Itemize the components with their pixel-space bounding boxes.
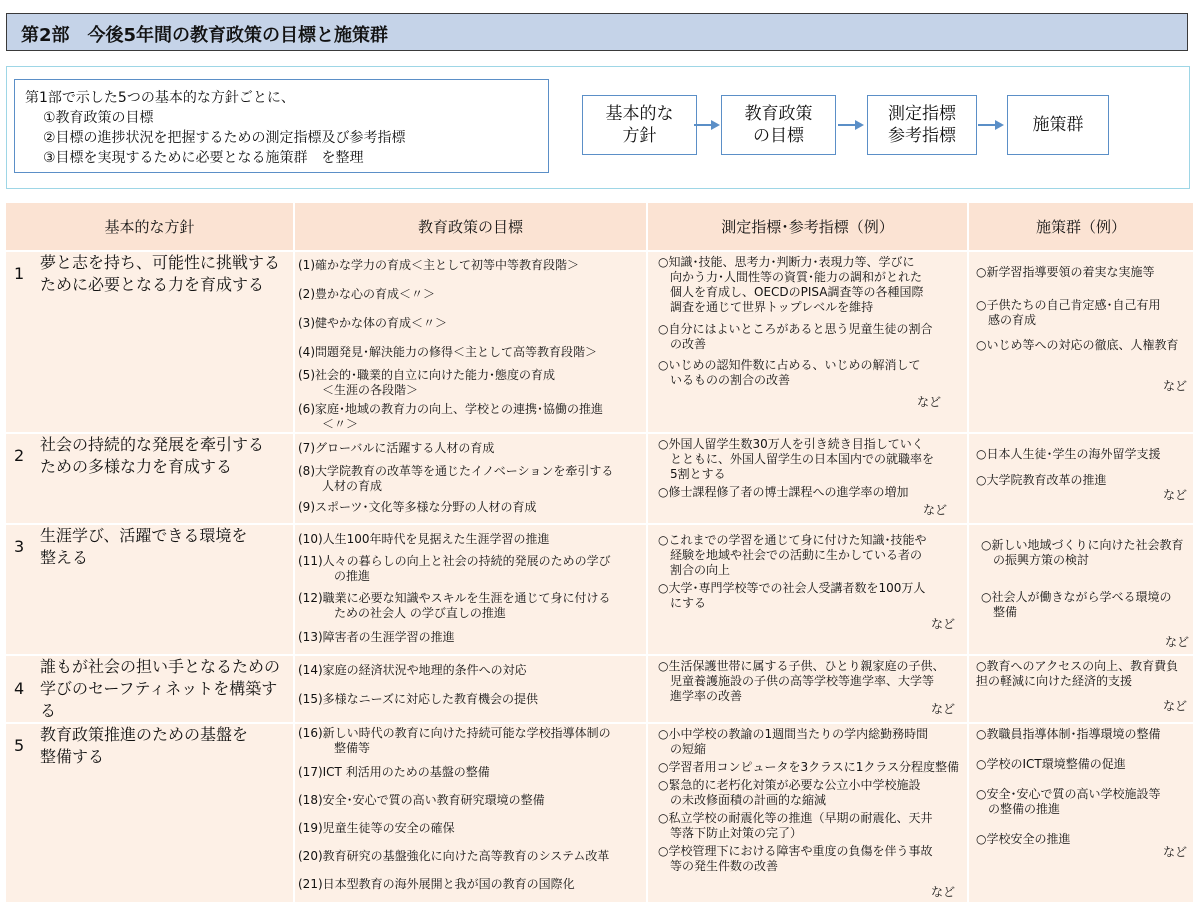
goal-item: (17)ICT 利活用のための基盤の整備 xyxy=(298,765,490,779)
policy-number: 1 xyxy=(14,264,25,283)
measure-item: ○大学院教育改革の推進 xyxy=(976,473,1107,487)
table-row xyxy=(6,252,1193,434)
goal-item: (2)豊かな心の育成＜〃＞ xyxy=(298,287,435,301)
intro-box xyxy=(14,79,549,173)
indicator-item: ○学習者用コンピュータを3クラスに1クラス分程度整備 xyxy=(658,760,960,774)
indicators-cell xyxy=(648,525,969,656)
goal-item: (7)グローバルに活躍する人材の育成 xyxy=(298,441,495,455)
table-row xyxy=(6,724,1193,904)
indicator-item: ○修士課程修了者の博士課程への進学率の増加 xyxy=(658,485,909,499)
policy-cell xyxy=(6,434,295,525)
measure-item: ○安全･安心で質の高い学校施設等 の整備の推進 xyxy=(976,787,1161,816)
table-row xyxy=(6,434,1193,525)
policy-table xyxy=(6,203,1193,904)
goals-cell xyxy=(295,434,648,525)
indicator-item: ○これまでの学習を通じて身に付けた知識･技能や 経験を地域や社会での活動に生かしている者の 割合の向上 xyxy=(658,533,927,577)
header-goals: 教育政策の目標 xyxy=(295,203,648,252)
measures-cell xyxy=(969,525,1193,656)
goal-item: (5)社会的･職業的自立に向けた能力･態度の育成 ＜生涯の各段階＞ xyxy=(298,368,555,397)
goal-item: (18)安全･安心で質の高い教育研究環境の整備 xyxy=(298,793,545,807)
indicator-item: ○外国人留学生数30万人を引き続き目指していく とともに、外国人留学生の日本国内での就職率を 5割とする xyxy=(658,437,935,481)
goal-item: (16)新しい時代の教育に向けた持続可能な学校指導体制の 整備等 xyxy=(298,726,611,755)
goal-item: (6)家庭･地域の教育力の向上、学校との連携･協働の推進 ＜〃＞ xyxy=(298,402,604,431)
table-row xyxy=(6,525,1193,656)
page-title-bar xyxy=(6,13,1188,51)
policy-text: 誰もが社会の担い手となるための 学びのセーフティネットを構築する xyxy=(40,657,281,720)
intro-item-indicators: ②目標の進捗状況を把握するための測定指標及び参考指標 xyxy=(43,130,406,146)
etc-label: など xyxy=(922,503,947,517)
measures-cell xyxy=(969,434,1193,525)
policy-cell xyxy=(6,724,295,904)
policy-cell xyxy=(6,656,295,724)
table-row xyxy=(6,656,1193,724)
measure-item: ○教育へのアクセスの向上、教育費負 担の軽減に向けた経済的支援 xyxy=(976,659,1179,688)
goal-item: (12)職業に必要な知識やスキルを生涯を通じて身に付ける ための社会人 の学び直しの推進 xyxy=(298,591,611,620)
measure-item: ○いじめ等への対応の徹底、人権教育 xyxy=(976,338,1179,352)
measures-cell xyxy=(969,656,1193,724)
indicator-item: ○私立学校の耐震化等の推進（早期の耐震化、天井 等落下防止対策の完了） xyxy=(658,811,933,840)
goal-item: (20)教育研究の基盤強化に向けた高等教育のシステム改革 xyxy=(298,849,610,863)
goal-item: (1)確かな学力の育成＜主として初等中等教育段階＞ xyxy=(298,258,580,272)
indicator-item: ○学校管理下における障害や重度の負傷を伴う事故 等の発生件数の改善 xyxy=(658,844,933,873)
header-policy: 基本的な方針 xyxy=(6,203,295,252)
goal-item: (19)児童生徒等の安全の確保 xyxy=(298,821,455,835)
header-measures: 施策群（例） xyxy=(969,203,1193,252)
flow-step-measures: 施策群 xyxy=(1007,95,1109,155)
measure-item: ○新しい地域づくりに向けた社会教育 の振興方策の検討 xyxy=(981,538,1184,567)
flow-arrow-icon xyxy=(838,118,864,132)
indicators-cell xyxy=(648,434,969,525)
policy-text: 社会の持続的な発展を牽引する ための多様な力を育成する xyxy=(40,435,265,476)
indicator-item: ○知識･技能、思考力･判断力･表現力等、学びに 向かう力･人間性等の資質･能力の調和がとれた 個人を育成し、OECDのPISA調査等の各種国際 調査を通じて世界トップレベルを維持 xyxy=(658,255,924,314)
flow-arrow-icon xyxy=(978,118,1004,132)
indicator-item: ○生活保護世帯に属する子供、ひとり親家庭の子供、 児童養護施設の子供の高等学校等進学率、大学等 進学率の改善 xyxy=(658,659,945,703)
flow-step-indicators: 測定指標 参考指標 xyxy=(867,95,977,155)
measures-cell xyxy=(969,724,1193,904)
intro-item-measures: ③目標を実現するために必要となる施策群 を整理 xyxy=(43,150,364,166)
goals-cell xyxy=(295,525,648,656)
measures-cell xyxy=(969,252,1193,434)
goal-item: (4)問題発見･解決能力の修得＜主として高等教育段階＞ xyxy=(298,345,598,359)
indicator-item: ○小中学校の教諭の1週間当たりの学内総勤務時間 の短縮 xyxy=(658,727,929,756)
goal-item: (21)日本型教育の海外展開と我が国の教育の国際化 xyxy=(298,877,575,891)
flow-step-policy: 基本的な 方針 xyxy=(582,95,697,155)
goal-item: (15)多様なニーズに対応した教育機会の提供 xyxy=(298,692,539,706)
etc-label: など xyxy=(916,395,941,409)
intro-item-goals: ①教育政策の目標 xyxy=(43,110,154,126)
header-indicators: 測定指標･参考指標（例） xyxy=(648,203,969,252)
indicator-item: ○大学･専門学校等での社会人受講者数を100万人 にする xyxy=(658,581,926,610)
indicators-cell xyxy=(648,656,969,724)
goal-item: (9)スポーツ･文化等多様な分野の人材の育成 xyxy=(298,500,537,514)
page-title: 第2部 今後5年間の教育政策の目標と施策群 xyxy=(21,25,389,46)
goal-item: (8)大学院教育の改革等を通じたイノベーションを牽引する 人材の育成 xyxy=(298,464,614,493)
etc-label: など xyxy=(1162,845,1187,859)
measure-item: ○学校安全の推進 xyxy=(976,832,1071,846)
etc-label: など xyxy=(930,702,955,716)
indicator-item: ○緊急的に老朽化対策が必要な公立小中学校施設 の未改修面積の計画的な縮減 xyxy=(658,778,921,807)
etc-label: など xyxy=(1162,699,1187,713)
goal-item: (14)家庭の経済状況や地理的条件への対応 xyxy=(298,663,527,677)
etc-label: など xyxy=(930,617,955,631)
etc-label: など xyxy=(930,885,955,899)
policy-text: 教育政策推進のための基盤を 整備する xyxy=(40,725,249,766)
measure-item: ○日本人生徒･学生の海外留学支援 xyxy=(976,447,1161,461)
summary-panel xyxy=(6,66,1190,189)
goals-cell xyxy=(295,252,648,434)
goal-item: (3)健やかな体の育成＜〃＞ xyxy=(298,316,447,330)
goal-item: (13)障害者の生涯学習の推進 xyxy=(298,630,455,644)
goals-cell xyxy=(295,656,648,724)
measure-item: ○子供たちの自己肯定感･自己有用 感の育成 xyxy=(976,298,1161,327)
policy-cell xyxy=(6,525,295,656)
measure-item: ○新学習指導要領の着実な実施等 xyxy=(976,265,1155,279)
policy-number: 4 xyxy=(14,679,25,698)
measure-item: ○教職員指導体制･指導環境の整備 xyxy=(976,727,1161,741)
etc-label: など xyxy=(1164,635,1189,649)
policy-text: 生涯学び、活躍できる環境を 整える xyxy=(40,526,248,567)
policy-number: 3 xyxy=(14,537,25,556)
policy-number: 2 xyxy=(14,446,25,465)
etc-label: など xyxy=(1162,488,1187,502)
goals-cell xyxy=(295,724,648,904)
indicators-cell xyxy=(648,724,969,904)
table-header-row xyxy=(6,203,1193,252)
policy-cell xyxy=(6,252,295,434)
measure-item: ○学校のICT環境整備の促進 xyxy=(976,757,1126,771)
indicator-item: ○自分にはよいところがあると思う児童生徒の割合 の改善 xyxy=(658,322,933,351)
measure-item: ○社会人が働きながら学べる環境の 整備 xyxy=(981,590,1172,619)
policy-number: 5 xyxy=(14,736,25,755)
flow-step-goals: 教育政策 の目標 xyxy=(721,95,836,155)
policy-text: 夢と志を持ち、可能性に挑戦する ために必要となる力を育成する xyxy=(40,253,281,294)
indicator-item: ○いじめの認知件数に占める、いじめの解消して いるものの割合の改善 xyxy=(658,358,921,387)
etc-label: など xyxy=(1162,379,1187,393)
goal-item: (11)人々の暮らしの向上と社会の持続的発展のための学び の推進 xyxy=(298,554,611,583)
indicators-cell xyxy=(648,252,969,434)
intro-line: 第1部で示した5つの基本的な方針ごとに、 xyxy=(25,90,295,106)
goal-item: (10)人生100年時代を見据えた生涯学習の推進 xyxy=(298,532,550,546)
flow-arrow-icon xyxy=(694,118,720,132)
